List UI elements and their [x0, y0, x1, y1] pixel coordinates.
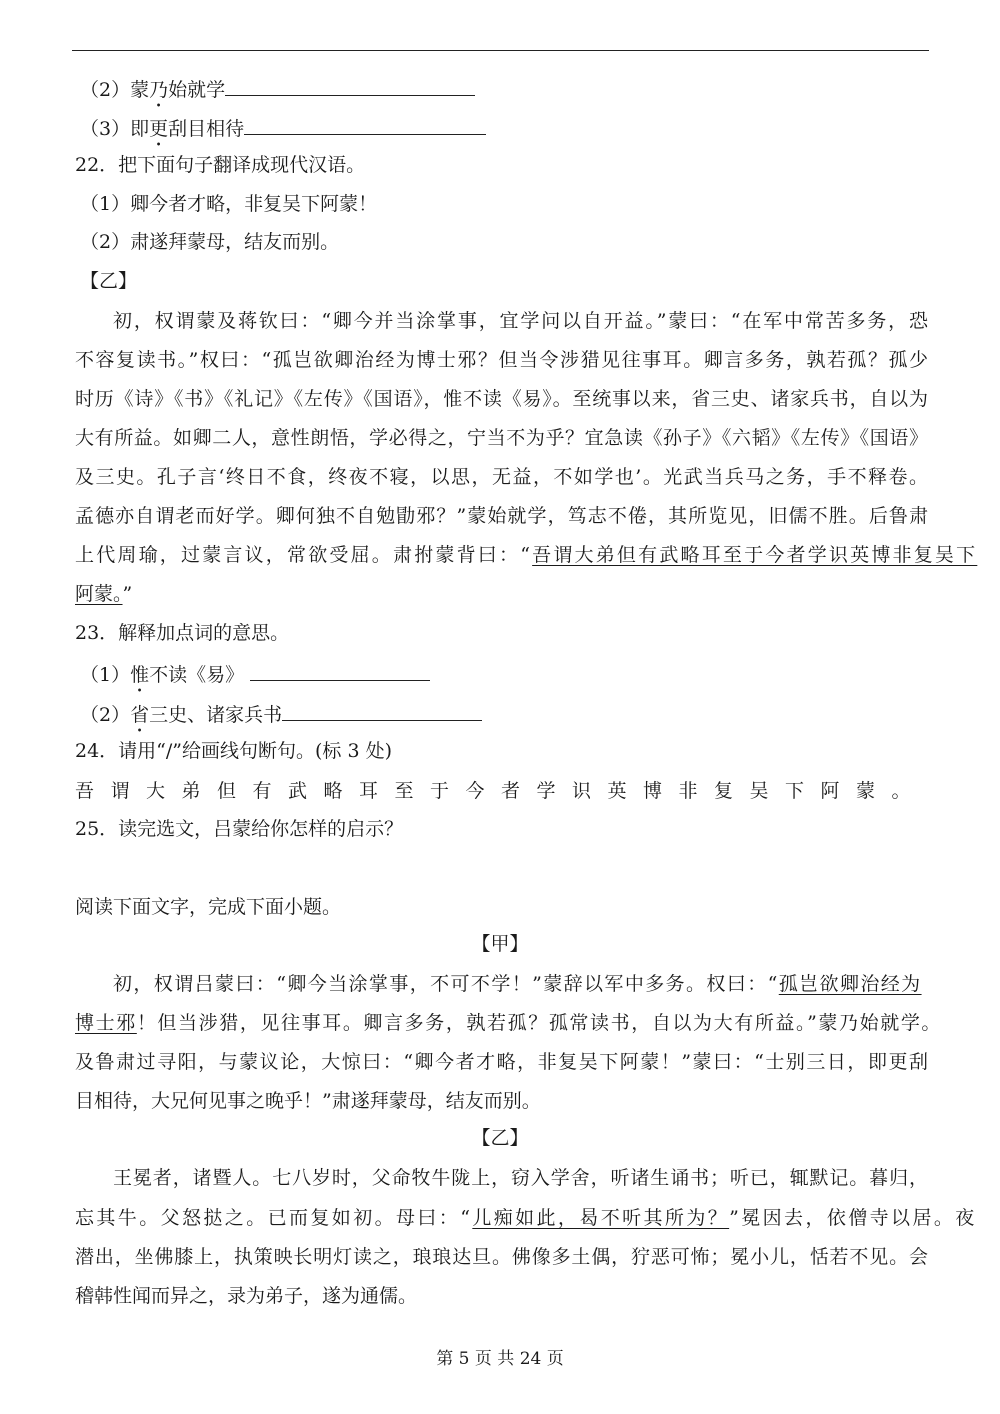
q22-title: 22．把下面句子翻译成现代汉语。: [75, 154, 366, 176]
underlined-sentence: 阿蒙。: [75, 583, 123, 605]
text: （2）: [80, 704, 131, 726]
text: （2）蒙: [80, 79, 150, 101]
underlined-sentence: 吾谓大弟但有武略耳至于今者学识英博非复吴下: [532, 544, 978, 566]
reading-intro: 阅读下面文字，完成下面小题。: [75, 896, 342, 918]
text: 上代周瑜，过蒙言议，常欲受屈。肃拊蒙背曰：“: [75, 544, 533, 566]
passage-line: 及三史。孔子言‘终日不食，终夜不寝，以思，无益，不如学也’。光武当兵马之务，手不释卷。: [75, 466, 928, 488]
q24-title: 24．请用“/”给画线句断句。(标 3 处): [75, 740, 392, 762]
dotted-char: 更: [149, 118, 169, 140]
q23-item-1: [80, 658, 933, 688]
passage-line: 不容复读书。”权曰：“孤岂欲卿治经为博士邪？但当令涉猎见往事耳。卿言多务，孰若孤？孤少: [75, 349, 928, 371]
answer-blank[interactable]: [225, 73, 475, 96]
q22-item-2: （2）肃遂拜蒙母，结友而别。: [80, 231, 340, 253]
q24-sentence: 吾谓大弟但有武略耳至于今者学识英博非复吴下阿蒙。: [75, 780, 928, 802]
q22-item-1: （1）卿今者才略，非复吴下阿蒙！: [80, 193, 378, 215]
text: 三史、诸家兵书: [149, 704, 283, 726]
text: 不读《易》: [149, 664, 245, 686]
q25-title: 25．读完选文，吕蒙给你怎样的启示？: [75, 818, 404, 840]
underlined-sentence: 孤岂欲卿治经为: [778, 973, 922, 995]
text: 初，权谓吕蒙曰：“卿今当涂掌事，不可不学！”蒙辞以军中多务。权曰：“: [113, 973, 779, 995]
passage-line: 初，权谓蒙及蒋钦曰：“卿今并当涂掌事，宜学问以自开益。”蒙曰：“在军中常苦多务，恐: [113, 310, 928, 332]
passage-line: [75, 1203, 977, 1233]
underlined-sentence: 儿痴如此，曷不听其所为？: [472, 1207, 730, 1229]
passage-line: 大有所益。如卿二人，意性朗悟，学必得之，宁当不为乎？宜急读《孙子》《六韬》《左传》《国语》: [75, 427, 928, 449]
dotted-char: 省: [130, 704, 150, 726]
passage-line: [75, 579, 928, 609]
underlined-sentence: 博士邪: [75, 1012, 137, 1034]
text: ”冕因去，依僧寺以居。夜: [729, 1207, 977, 1229]
passage-line: 及鲁肃过寻阳，与蒙议论，大惊曰：“卿今者才略，非复吴下阿蒙！”蒙曰：“士别三日，即更刮: [75, 1051, 928, 1073]
passage-line: 稽韩性闻而异之，录为弟子，遂为通儒。: [75, 1285, 418, 1307]
q21-item-3: [80, 112, 933, 142]
q23-item-2: [80, 698, 933, 728]
page-footer: 第 5 页 共 24 页: [436, 1349, 564, 1369]
q21-item-2: [80, 73, 933, 103]
section-heading-yi: 【乙】: [80, 270, 138, 292]
passage-line: 王冕者，诸暨人。七八岁时，父命牧牛陇上，窃入学舍，听诸生诵书；听已，辄默记。暮归，: [113, 1167, 928, 1189]
section-heading-yi: 【乙】: [471, 1127, 529, 1149]
passage-line: 孟德亦自谓老而好学。卿何独不自勉勖邪？”蒙始就学，笃志不倦，其所览见，旧儒不胜。后鲁肃: [75, 505, 928, 527]
answer-blank[interactable]: [250, 658, 430, 681]
text: 始就学: [168, 79, 226, 101]
answer-blank[interactable]: [282, 698, 482, 721]
text: （3）即: [80, 118, 150, 140]
passage-line: 时历《诗》《书》《礼记》《左传》《国语》，惟不读《易》。至统事以来，省三史、诸家兵书，自以为: [75, 388, 928, 410]
passage-line: 潜出，坐佛膝上，执策映长明灯读之，琅琅达旦。佛像多土偶，狞恶可怖；冕小儿，恬若不见。会: [75, 1246, 928, 1268]
text: 忘其牛。父怒挞之。已而复如初。母曰：“: [75, 1207, 473, 1229]
passage-line: [75, 969, 928, 999]
answer-blank[interactable]: [244, 112, 486, 135]
text: ”: [122, 583, 133, 605]
dotted-char: 乃: [149, 79, 169, 101]
q23-title: 23．解释加点词的意思。: [75, 622, 290, 644]
text: （1）: [80, 664, 131, 686]
text: 刮目相待: [168, 118, 245, 140]
text: ！但当涉猎，见往事耳。卿言多务，孰若孤？孤常读书，自以为大有所益。”蒙乃始就学。: [136, 1012, 943, 1034]
passage-line: [75, 1008, 943, 1038]
passage-line: 目相待，大兄何见事之晚乎！”肃遂拜蒙母，结友而别。: [75, 1090, 541, 1112]
passage-line: [75, 540, 978, 570]
section-heading-jia: 【甲】: [471, 933, 529, 955]
header-rule: [72, 50, 929, 51]
dotted-char: 惟: [130, 664, 150, 686]
